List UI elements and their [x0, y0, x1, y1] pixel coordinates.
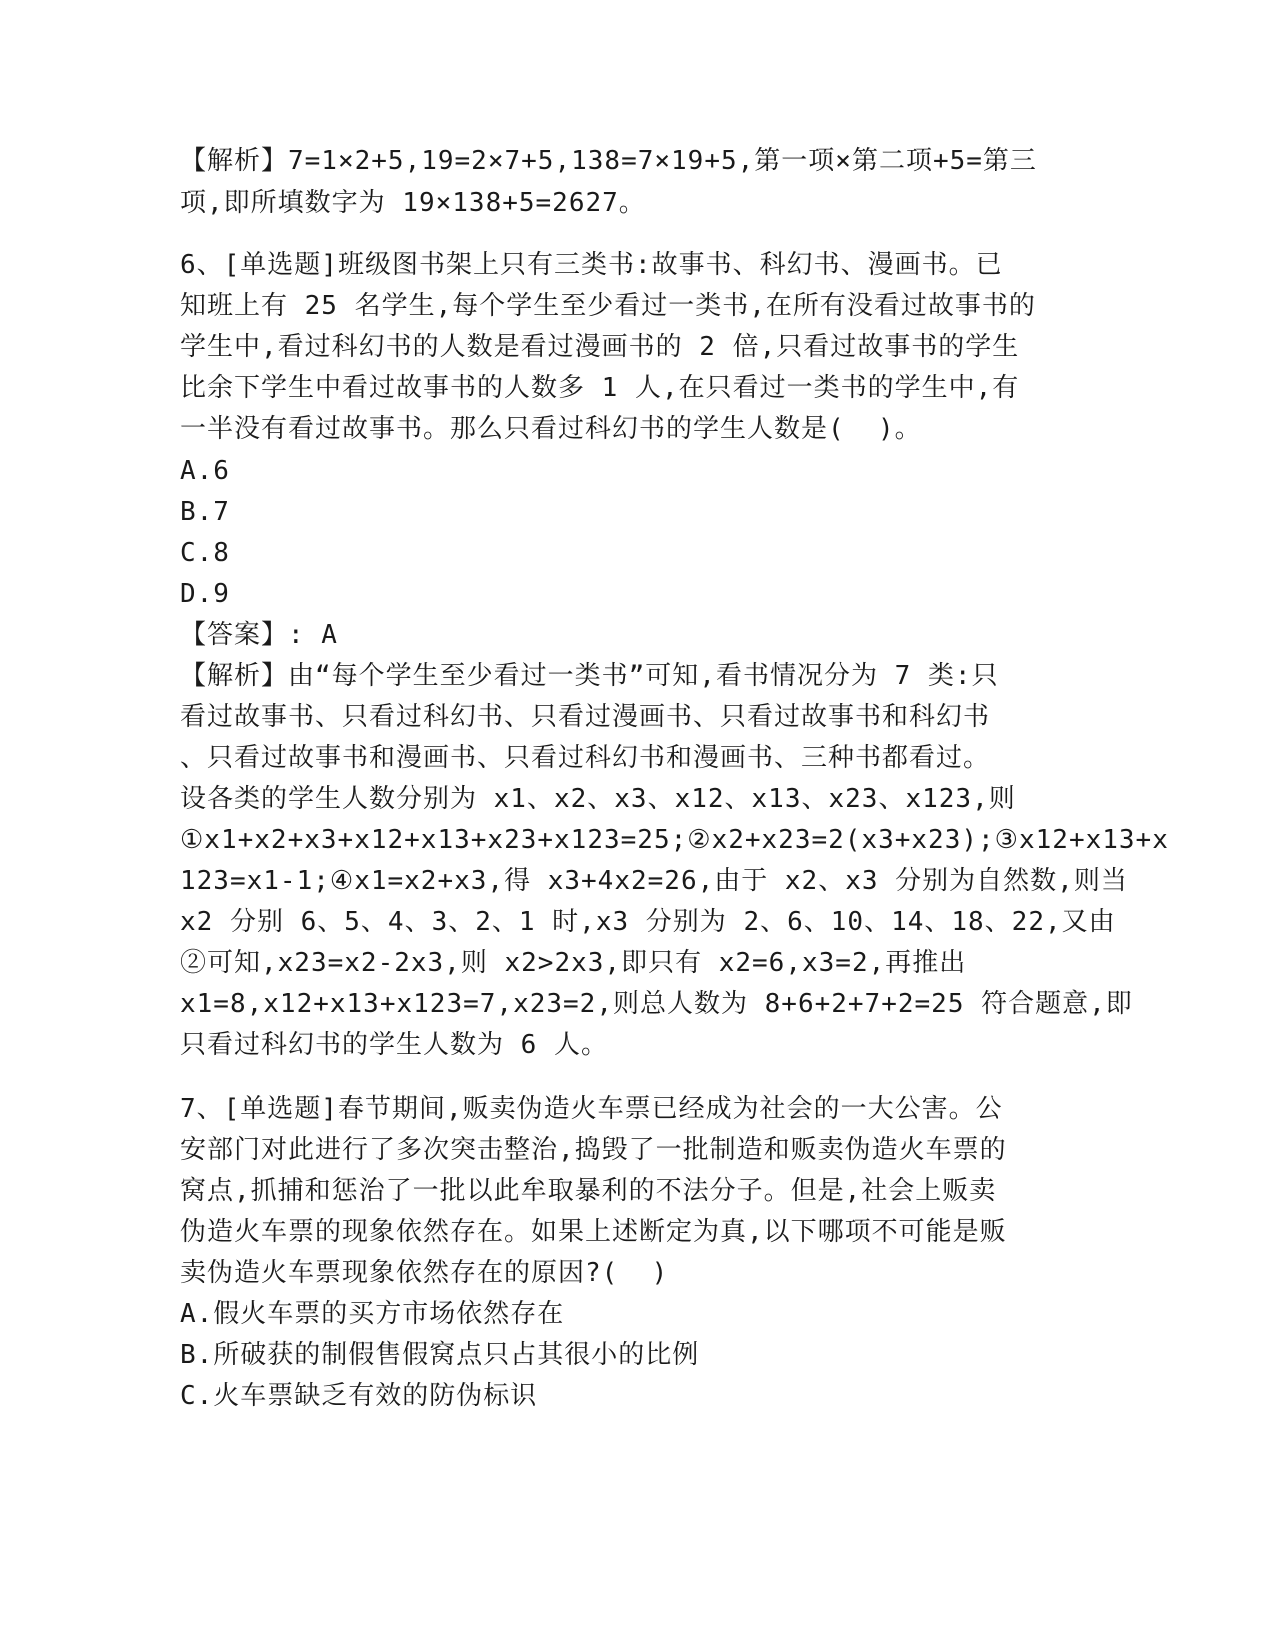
- q7-stem-line-1: 7、[单选题]春节期间,贩卖伪造火车票已经成为社会的一大公害。公: [180, 1094, 1003, 1124]
- q6-answer: 【答案】: A: [180, 620, 338, 650]
- q6-analysis-line-4: 设各类的学生人数分别为 x1、x2、x3、x12、x13、x23、x123,则: [180, 784, 1016, 814]
- q7-stem-line-3: 窝点,抓捕和惩治了一批以此牟取暴利的不法分子。但是,社会上贩卖: [180, 1176, 997, 1206]
- q6-option-a: A.6: [180, 456, 230, 486]
- q6-analysis-line-7: x2 分别 6、5、4、3、2、1 时,x3 分别为 2、6、10、14、18、22,又由: [180, 907, 1116, 937]
- q6-analysis-line-6: 123=x1-1;④x1=x2+x3,得 x3+4x2=26,由于 x2、x3 分别为自然数,则当: [180, 866, 1128, 896]
- q6-stem-line-1: 6、[单选题]班级图书架上只有三类书:故事书、科幻书、漫画书。已: [180, 250, 1003, 280]
- q6-analysis-line-3: 、只看过故事书和漫画书、只看过科幻书和漫画书、三种书都看过。: [180, 743, 991, 773]
- q6-analysis-line-10: 只看过科幻书的学生人数为 6 人。: [180, 1030, 608, 1060]
- q6-stem-line-4: 比余下学生中看过故事书的人数多 1 人,在只看过一类书的学生中,有: [180, 373, 1020, 403]
- prev-analysis-line-2: 项,即所填数字为 19×138+5=2627。: [180, 188, 646, 218]
- q6-stem-line-3: 学生中,看过科幻书的人数是看过漫画书的 2 倍,只看过故事书的学生: [180, 332, 1020, 362]
- q6-analysis-line-9: x1=8,x12+x13+x123=7,x23=2,则总人数为 8+6+2+7+2=25 符合题意,即: [180, 989, 1133, 1019]
- q7-stem-line-5: 卖伪造火车票现象依然存在的原因?( ): [180, 1258, 669, 1288]
- q7-stem-line-2: 安部门对此进行了多次突击整治,捣毁了一批制造和贩卖伪造火车票的: [180, 1135, 1007, 1165]
- q6-option-b: B.7: [180, 497, 230, 527]
- q6-analysis-line-8: ②可知,x23=x2-2x3,则 x2>2x3,即只有 x2=6,x3=2,再推出: [180, 948, 967, 978]
- q7-option-c: C.火车票缺乏有效的防伪标识: [180, 1381, 538, 1411]
- q6-analysis-line-1: 【解析】由“每个学生至少看过一类书”可知,看书情况分为 7 类:只: [180, 661, 999, 691]
- q6-analysis-line-5: ①x1+x2+x3+x12+x13+x23+x123=25;②x2+x23=2(x3+x23);③x12+x13+x: [180, 825, 1169, 855]
- q6-stem-line-5: 一半没有看过故事书。那么只看过科幻书的学生人数是( )。: [180, 414, 922, 444]
- q6-stem-line-2: 知班上有 25 名学生,每个学生至少看过一类书,在所有没看过故事书的: [180, 291, 1036, 321]
- q7-option-a: A.假火车票的买方市场依然存在: [180, 1299, 565, 1329]
- q6-option-d: D.9: [180, 579, 230, 609]
- q7-option-b: B.所破获的制假售假窝点只占其很小的比例: [180, 1340, 700, 1370]
- prev-analysis-line-1: 【解析】7=1×2+5,19=2×7+5,138=7×19+5,第一项×第二项+5=第三: [180, 146, 1037, 176]
- q7-stem-line-4: 伪造火车票的现象依然存在。如果上述断定为真,以下哪项不可能是贩: [180, 1217, 1007, 1247]
- q6-analysis-line-2: 看过故事书、只看过科幻书、只看过漫画书、只看过故事书和科幻书: [180, 702, 991, 732]
- q6-option-c: C.8: [180, 538, 230, 568]
